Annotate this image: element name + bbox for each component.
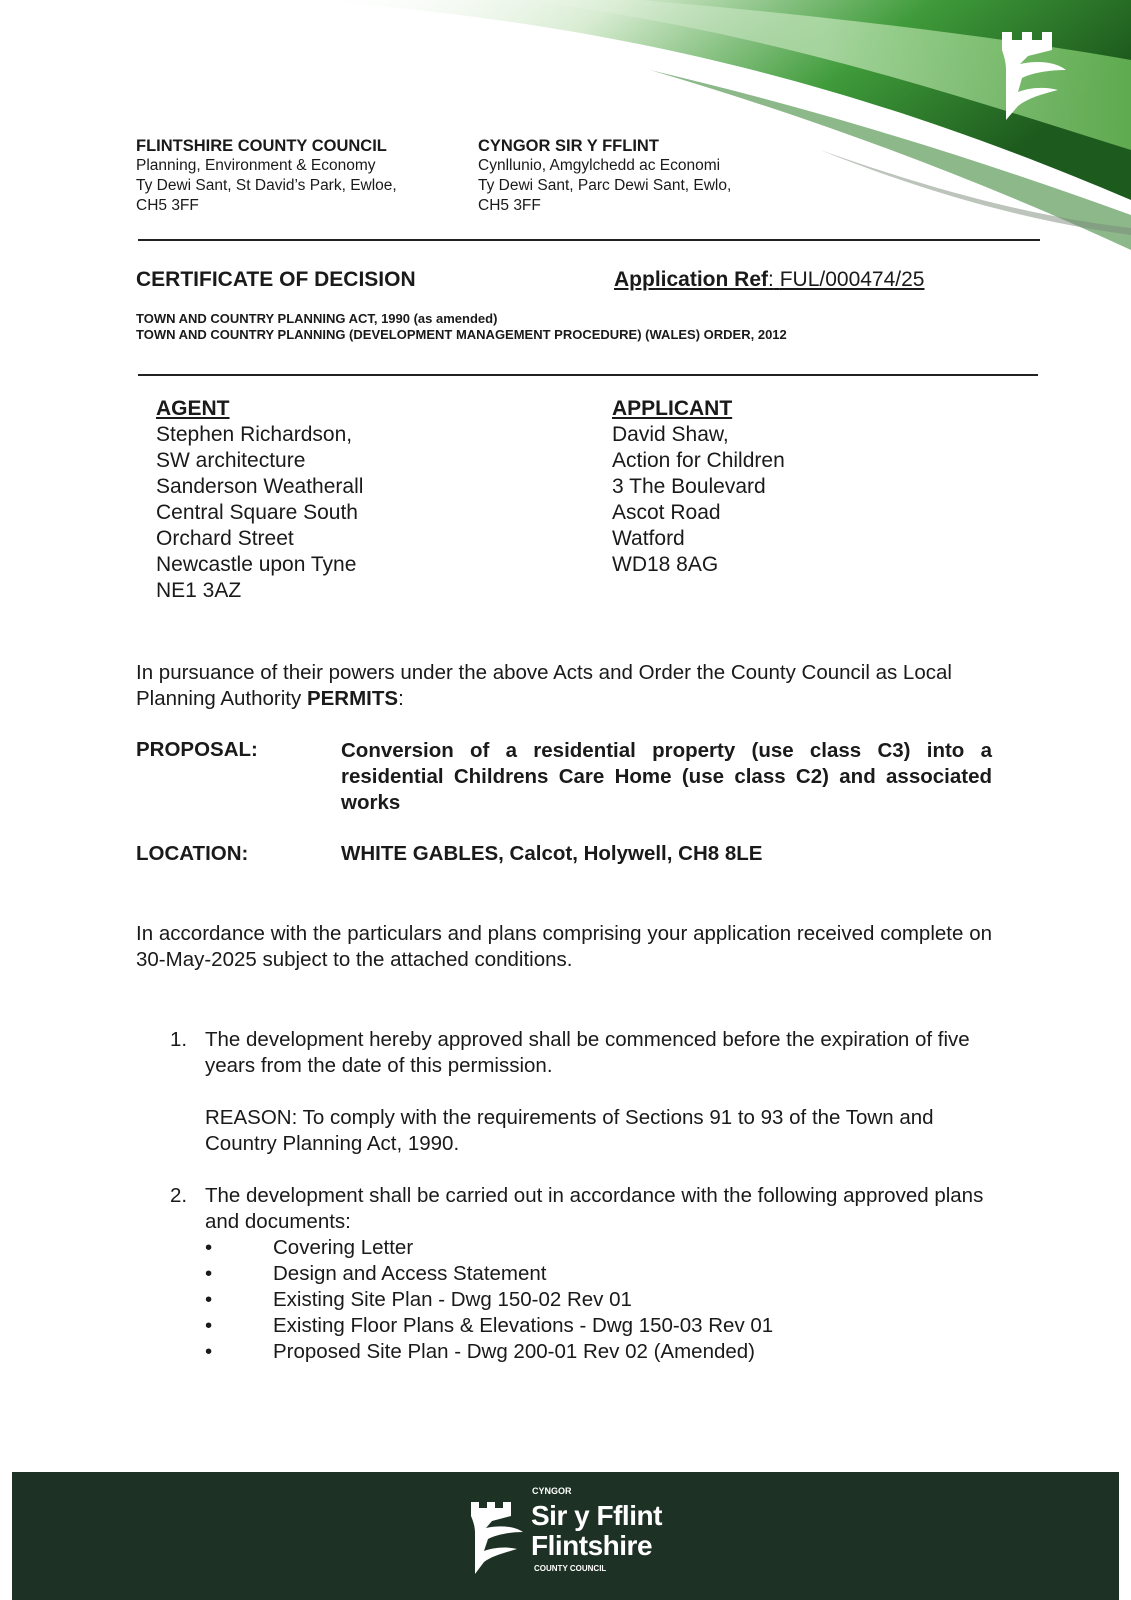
condition-number: 1.: [170, 1028, 188, 1051]
ref-value: FUL/000474/25: [779, 268, 925, 291]
address-line: Ty Dewi Sant, Parc Dewi Sant, Ewlo,: [478, 177, 732, 194]
list-item: • Covering Letter: [205, 1236, 414, 1259]
condition-text: The development hereby approved shall be commenced before the expiration of five years from the date of this permission.: [205, 1028, 970, 1077]
list-item: • Existing Floor Plans & Elevations - Dwg 150-03 Rev 01: [205, 1314, 774, 1337]
address-line: Cynllunio, Amgylchedd ac Economi: [478, 157, 721, 174]
applicant-block: [612, 396, 1012, 578]
logo-small-text: CYNGOR: [532, 1486, 572, 1496]
proposal-text: Conversion of a residential property (use class C3) into a residential Childrens Care Home (use class C2) and associated works: [341, 739, 992, 814]
header-divider: [138, 239, 1040, 241]
applicant-line: WD18 8AG: [612, 553, 719, 576]
address-line: CH5 3FF: [478, 197, 541, 214]
address-line: Ty Dewi Sant, St David’s Park, Ewloe,: [136, 177, 397, 194]
council-address-cy: [478, 136, 798, 216]
condition-reason: REASON: To comply with the requirements of Sections 91 to 93 of the Town and Country Planning Act, 1990.: [205, 1106, 934, 1155]
condition-text: The development shall be carried out in accordance with the following approved plans and documents:: [205, 1184, 984, 1233]
logo-english-name: Flintshire: [531, 1530, 653, 1561]
ref-label: Application Ref: [614, 268, 769, 291]
agent-line: Sanderson Weatherall: [156, 475, 364, 498]
applicant-line: Ascot Road: [612, 501, 721, 524]
plan-item: Existing Floor Plans & Elevations - Dwg 150-03 Rev 01: [273, 1314, 774, 1337]
permit-bold: PERMITS: [306, 687, 399, 710]
ref-separator: :: [768, 268, 774, 291]
acts-divider: [138, 374, 1038, 376]
logo-bottom-text: COUNTY COUNCIL: [534, 1564, 607, 1573]
agent-line: Stephen Richardson,: [156, 423, 353, 446]
applicant-line: David Shaw,: [612, 423, 729, 446]
applicant-line: 3 The Boulevard: [612, 475, 766, 498]
acts-block: [136, 311, 787, 343]
proposal-label: PROPOSAL:: [136, 738, 258, 761]
plans-list: [205, 1235, 995, 1365]
list-item: • Existing Site Plan - Dwg 150-02 Rev 01: [205, 1288, 632, 1311]
application-ref: [614, 268, 924, 292]
header-swoosh: [0, 0, 1131, 260]
certificate-title: CERTIFICATE OF DECISION: [136, 268, 416, 291]
permit-text: In pursuance of their powers under the above Acts and Order the County Council as Local Planning Authority: [136, 661, 952, 710]
address-line: Planning, Environment & Economy: [136, 157, 376, 174]
agent-line: Central Square South: [156, 501, 358, 524]
agent-line: SW architecture: [156, 449, 306, 472]
permit-paragraph: [136, 660, 996, 712]
applicant-heading: APPLICANT: [612, 397, 733, 420]
plan-item: Design and Access Statement: [273, 1262, 547, 1285]
agent-heading: AGENT: [156, 397, 230, 420]
act-line: TOWN AND COUNTRY PLANNING (DEVELOPMENT MANAGEMENT PROCEDURE) (WALES) ORDER, 2012: [136, 327, 787, 342]
castle-logo-icon: [468, 1500, 526, 1576]
council-name-en: FLINTSHIRE COUNTY COUNCIL: [136, 137, 387, 155]
council-name-cy: CYNGOR SIR Y FFLINT: [478, 137, 659, 155]
location-text: WHITE GABLES, Calcot, Holywell, CH8 8LE: [341, 842, 763, 865]
plan-item: Proposed Site Plan - Dwg 200-01 Rev 02 (Amended): [273, 1340, 756, 1363]
plan-item: Existing Site Plan - Dwg 150-02 Rev 01: [273, 1288, 632, 1311]
plan-item: Covering Letter: [273, 1236, 414, 1259]
location-label: LOCATION:: [136, 842, 249, 865]
footer-band: [12, 1472, 1119, 1600]
council-address-en: [136, 136, 456, 216]
list-item: • Proposed Site Plan - Dwg 200-01 Rev 02 (Amended): [205, 1340, 756, 1363]
address-line: CH5 3FF: [136, 197, 199, 214]
castle-logo-icon: [998, 30, 1070, 122]
applicant-line: Watford: [612, 527, 685, 550]
accordance-paragraph: In accordance with the particulars and plans comprising your application received complete on 30-May-2025 subject to the attached conditions.: [136, 922, 992, 971]
agent-block: [156, 396, 556, 604]
permit-end: :: [398, 687, 404, 710]
agent-line: Orchard Street: [156, 527, 294, 550]
logo-welsh-name: Sir y Fflint: [531, 1500, 662, 1531]
agent-line: NE1 3AZ: [156, 579, 242, 602]
applicant-line: Action for Children: [612, 449, 785, 472]
agent-line: Newcastle upon Tyne: [156, 553, 357, 576]
list-item: • Design and Access Statement: [205, 1262, 547, 1285]
condition-number: 2.: [170, 1184, 188, 1207]
act-line: TOWN AND COUNTRY PLANNING ACT, 1990 (as amended): [136, 311, 498, 326]
